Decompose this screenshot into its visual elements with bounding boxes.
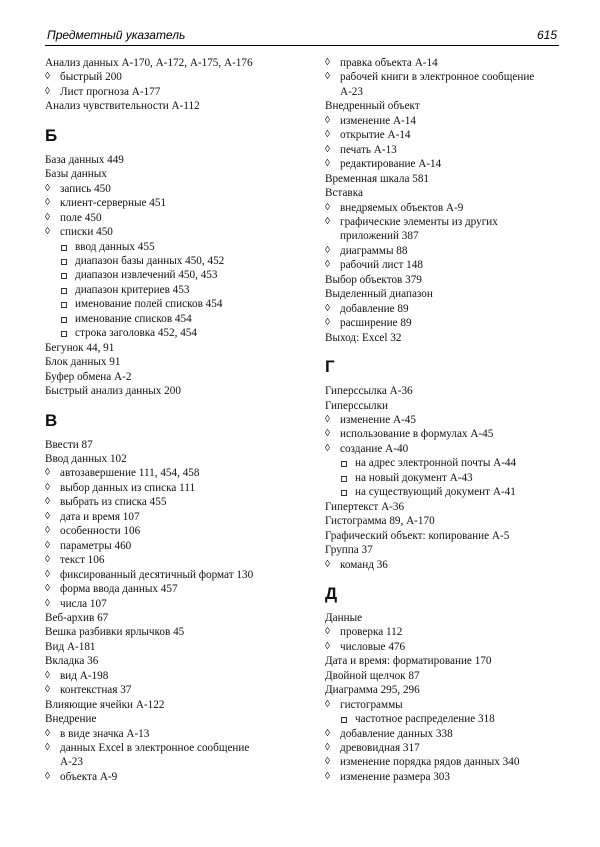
index-entry: Вставка xyxy=(325,187,363,200)
index-subentry: ◊ графические элементы из других xyxy=(325,215,565,229)
index-entry: Группа 37 xyxy=(325,544,373,557)
index-entry: Диаграмма 295, 296 xyxy=(325,684,420,697)
index-subentry: ◊ добавление данных 338 xyxy=(325,727,565,741)
index-subentry: ◊ числа 107 xyxy=(45,597,310,611)
index-entry: Базы данных xyxy=(45,168,107,181)
index-subentry: ◊ редактирование А-14 xyxy=(325,157,565,171)
index-entry: Вешка разбивки ярлычков 45 xyxy=(45,626,185,639)
index-subsubentry: на существующий документ А-41 xyxy=(325,485,565,499)
header-title: Предметный указатель xyxy=(47,28,186,42)
index-entry: Внедрение xyxy=(45,713,97,726)
index-subentry: ◊ форма ввода данных 457 xyxy=(45,582,310,596)
index-subentry: ◊ объекта А-9 xyxy=(45,770,310,784)
index-subentry: ◊ запись 450 xyxy=(45,182,310,196)
index-entry: Выбор объектов 379 xyxy=(325,273,422,286)
index-subentry: ◊ фиксированный десятичный формат 130 xyxy=(45,568,310,582)
index-entry: Ввод данных 102 xyxy=(45,452,127,465)
index-subentry: ◊ списки 450 xyxy=(45,225,310,239)
index-subentry: ◊ быстрый 200 xyxy=(45,70,310,84)
index-subentry: ◊ расширение 89 xyxy=(325,316,565,330)
index-subentry: ◊ контекстная 37 xyxy=(45,683,310,697)
index-subentry: ◊ особенности 106 xyxy=(45,524,310,538)
index-entry: Выход: Excel 32 xyxy=(325,331,402,344)
index-subentry: ◊ правка объекта А-14 xyxy=(325,56,565,70)
index-subentry: ◊ изменение А-14 xyxy=(325,114,565,128)
index-entry: Выделенный диапазон xyxy=(325,288,433,301)
index-subentry: ◊ Лист прогноза А-177 xyxy=(45,85,310,99)
index-entry: Дата и время: форматирование 170 xyxy=(325,655,492,668)
index-subentry: ◊ числовые 476 xyxy=(325,640,565,654)
index-subentry: ◊ поле 450 xyxy=(45,211,310,225)
index-subentry: ◊ внедряемых объектов А-9 xyxy=(325,201,565,215)
index-subentry: ◊ автозавершение 111, 454, 458 xyxy=(45,466,310,480)
page-number: 615 xyxy=(536,28,557,42)
index-subentry: ◊ проверка 112 xyxy=(325,625,565,639)
index-column-right xyxy=(325,56,565,784)
index-entry: Блок данных 91 xyxy=(45,356,121,369)
index-entry: Бегунок 44, 91 xyxy=(45,341,115,354)
index-entry: Быстрый анализ данных 200 xyxy=(45,385,181,398)
index-subentry-continuation: приложений 387 xyxy=(340,230,419,243)
index-entry: Гиперссылки xyxy=(325,399,389,412)
index-subentry: ◊ клиент-серверные 451 xyxy=(45,196,310,210)
index-subentry: ◊ изменение размера 303 xyxy=(325,770,565,784)
index-subentry: ◊ создание А-40 xyxy=(325,442,565,456)
index-entry: Ввести 87 xyxy=(45,438,93,451)
index-subentry: ◊ вид А-198 xyxy=(45,669,310,683)
index-subsubentry: строка заголовка 452, 454 xyxy=(45,326,310,340)
index-subentry: ◊ печать А-13 xyxy=(325,143,565,157)
index-subentry: ◊ рабочий лист 148 xyxy=(325,258,565,272)
index-subentry: ◊ добавление 89 xyxy=(325,302,565,316)
section-letter: Б xyxy=(45,125,58,145)
index-entry: Гипертекст А-36 xyxy=(325,500,405,513)
index-subsubentry: диапазон базы данных 450, 452 xyxy=(45,254,310,268)
index-subsubentry: ввод данных 455 xyxy=(45,240,310,254)
index-subsubentry: диапазон извлечений 450, 453 xyxy=(45,268,310,282)
index-subentry: ◊ выбрать из списка 455 xyxy=(45,495,310,509)
index-subentry: ◊ текст 106 xyxy=(45,553,310,567)
index-entry: Веб-архив 67 xyxy=(45,611,109,624)
index-subentry: ◊ дата и время 107 xyxy=(45,510,310,524)
index-subentry: ◊ диаграммы 88 xyxy=(325,244,565,258)
index-subsubentry: именование полей списков 454 xyxy=(45,297,310,311)
index-subentry: ◊ рабочей книги в электронное сообщение xyxy=(325,70,565,84)
index-entry: Влияющие ячейки А-122 xyxy=(45,698,165,711)
index-entry: Внедренный объект xyxy=(325,100,420,113)
index-subentry-continuation: А-23 xyxy=(340,85,363,98)
index-entry: Графический объект: копирование А-5 xyxy=(325,529,510,542)
index-subentry: ◊ в виде значка А-13 xyxy=(45,727,310,741)
index-subentry: ◊ изменение порядка рядов данных 340 xyxy=(325,755,565,769)
section-letter: В xyxy=(45,410,58,430)
section-letter: Д xyxy=(325,583,338,603)
index-subentry: ◊ открытие А-14 xyxy=(325,128,565,142)
index-entry: Анализ данных А-170, А-172, А-175, А-176 xyxy=(45,57,253,69)
index-entry: Вид А-181 xyxy=(45,640,96,653)
index-entry: Временная шкала 581 xyxy=(325,172,430,185)
index-subentry: ◊ параметры 460 xyxy=(45,539,310,553)
index-subentry: ◊ изменение А-45 xyxy=(325,413,565,427)
index-subsubentry: на адрес электронной почты А-44 xyxy=(325,456,565,470)
index-subentry: ◊ команд 36 xyxy=(325,558,565,572)
index-subsubentry: частотное распределение 318 xyxy=(325,712,565,726)
index-entry: Гиперссылка А-36 xyxy=(325,385,413,398)
index-subentry: ◊ использование в формулах А-45 xyxy=(325,427,565,441)
index-entry: Буфер обмена А-2 xyxy=(45,370,132,383)
index-subentry: ◊ гистограммы xyxy=(325,698,565,712)
running-header xyxy=(45,25,559,46)
index-subentry: ◊ данных Excel в электронное сообщение xyxy=(45,741,310,755)
index-subsubentry: диапазон критериев 453 xyxy=(45,283,310,297)
index-subentry: ◊ выбор данных из списка 111 xyxy=(45,481,310,495)
index-subsubentry: именование списков 454 xyxy=(45,312,310,326)
section-letter: Г xyxy=(325,357,335,377)
index-entry: Вкладка 36 xyxy=(45,655,99,668)
index-subentry: ◊ древовидная 317 xyxy=(325,741,565,755)
index-entry: Двойной щелчок 87 xyxy=(325,669,420,682)
index-entry: Данные xyxy=(325,611,363,624)
index-subentry-continuation: А-23 xyxy=(60,756,83,769)
index-column-left xyxy=(45,56,310,784)
index-entry: База данных 449 xyxy=(45,153,124,166)
index-entry: Гистограмма 89, А-170 xyxy=(325,515,435,528)
index-entry: Анализ чувствительности А-112 xyxy=(45,100,200,113)
index-subsubentry: на новый документ А-43 xyxy=(325,471,565,485)
